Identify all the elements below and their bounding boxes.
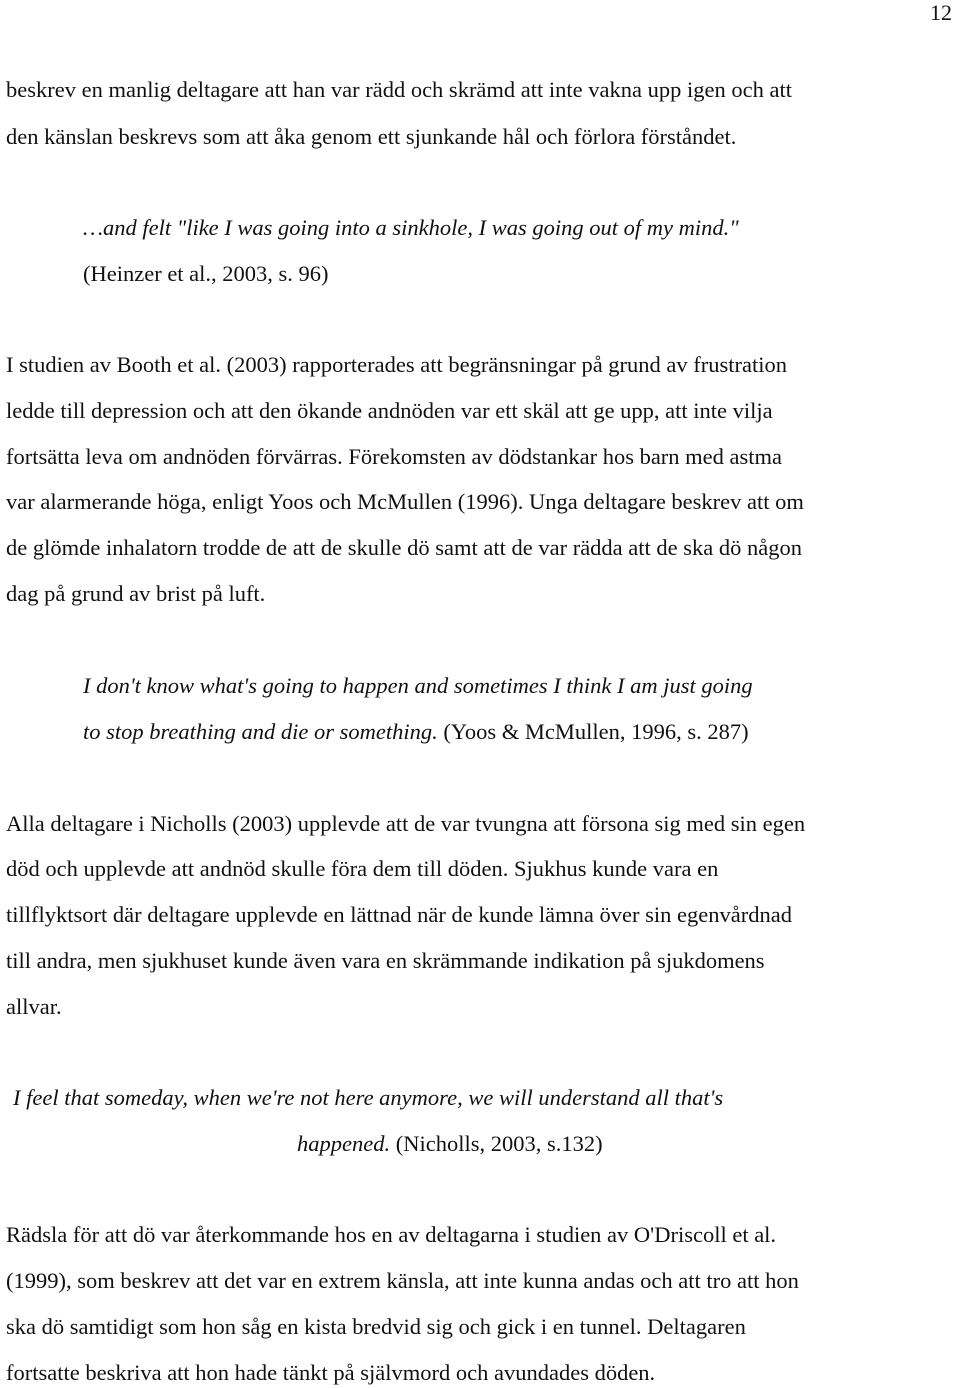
paragraph-3-line-3: tillflyktsort där deltagare upplevde en lättnad när de kunde lämna över sin egenvårdnad [6, 902, 792, 927]
quote-3-line-2-text: happened. [297, 1131, 391, 1156]
paragraph-3-line-5: allvar. [6, 994, 62, 1019]
quote-1-text: …and felt "like I was going into a sinkhole, I was going out of my mind." [83, 215, 739, 240]
quote-2-citation: (Yoos & McMullen, 1996, s. 287) [437, 719, 749, 744]
paragraph-3-line-4: till andra, men sjukhuset kunde även vara en skrämmande indikation på sjukdomens [6, 948, 765, 973]
quote-2-line-2 [83, 718, 749, 746]
quote-2-line-2-text: to stop breathing and die or something. [83, 719, 438, 744]
quote-3-line-1: I feel that someday, when we're not here anymore, we will understand all that's [13, 1085, 724, 1110]
paragraph-3-line-2: död och upplevde att andnöd skulle föra dem till döden. Sjukhus kunde vara en [6, 856, 719, 881]
paragraph-2-line-4: var alarmerande höga, enligt Yoos och McMullen (1996). Unga deltagare beskrev att om [6, 489, 804, 514]
quote-2-line-1: I don't know what's going to happen and sometimes I think I am just going [83, 673, 753, 698]
quote-1-citation: (Heinzer et al., 2003, s. 96) [83, 261, 329, 286]
paragraph-2-line-2: ledde till depression och att den ökande andnöden var ett skäl att ge upp, att inte vilja [6, 398, 773, 423]
paragraph-4-line-2: (1999), som beskrev att det var en extrem känsla, att inte kunna andas och att tro att hon [6, 1268, 799, 1293]
paragraph-2-line-5: de glömde inhalatorn trodde de att de skulle dö samt att de var rädda att de ska dö någon [6, 535, 803, 560]
paragraph-1-line-2: den känslan beskrevs som att åka genom ett sjunkande hål och förlora förståndet. [6, 124, 737, 149]
page-number: 12 [930, 0, 952, 25]
paragraph-3-line-1: Alla deltagare i Nicholls (2003) upplevde att de var tvungna att försona sig med sin egen [6, 811, 806, 836]
paragraph-4-line-4: fortsatte beskriva att hon hade tänkt på självmord och avundades döden. [6, 1360, 656, 1385]
quote-3-line-2 [297, 1130, 603, 1158]
paragraph-4-line-1: Rädsla för att dö var återkommande hos en av deltagarna i studien av O'Driscoll et al. [6, 1222, 777, 1247]
paragraph-2-line-1: I studien av Booth et al. (2003) rapporterades att begränsningar på grund av frustration [6, 352, 788, 377]
paragraph-2-line-3: fortsätta leva om andnöden förvärras. Förekomsten av dödstankar hos barn med astma [6, 444, 783, 469]
paragraph-1-line-1: beskrev en manlig deltagare att han var rädd och skrämd att inte vakna upp igen och att [6, 77, 792, 102]
paragraph-2-line-6: dag på grund av brist på luft. [6, 581, 266, 606]
quote-3-citation: (Nicholls, 2003, s.132) [390, 1131, 603, 1156]
paragraph-4-line-3: ska dö samtidigt som hon såg en kista bredvid sig och gick i en tunnel. Deltagaren [6, 1314, 746, 1339]
